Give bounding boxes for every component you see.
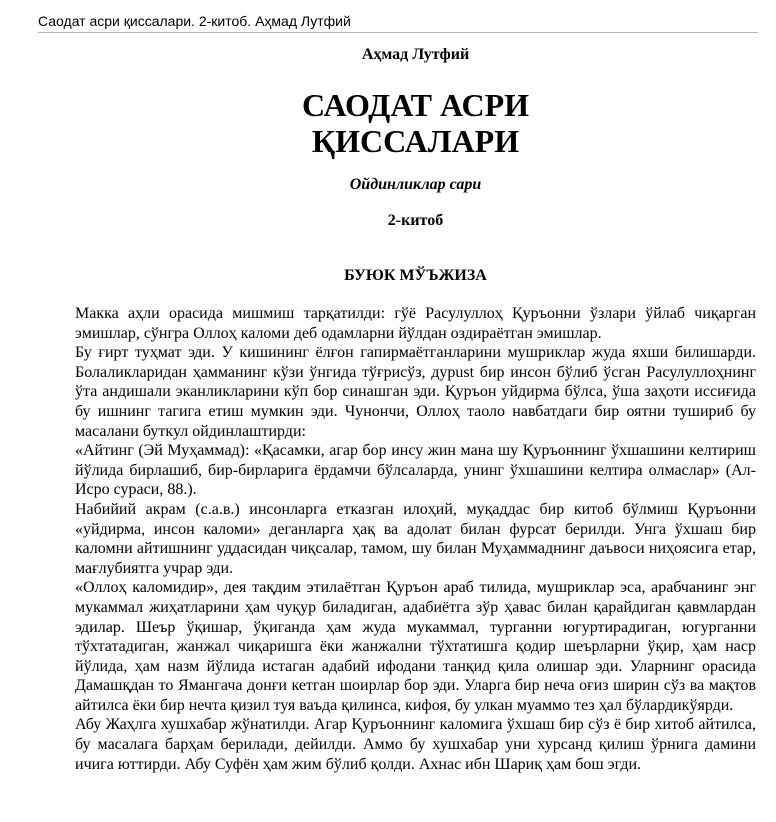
document-page — [75, 45, 756, 774]
book-title — [75, 87, 756, 159]
book-subtitle: Ойдинликлар сари — [349, 176, 482, 193]
paragraph: «Айтинг (Эй Муҳаммад): «Қасамки, агар бор инсу жин мана шу Қуръоннинг ўхшашини келтириш йўлида бирлашиб, бир-бирларига ёрдамчи бўлсаларда, унинг ўхшашини келтира олмаслар» (Ал-Исро сураси, 88.). — [75, 442, 756, 499]
chapter-title: БУЮК МЎЪЖИЗА — [344, 267, 487, 284]
volume-number: 2-китоб — [387, 212, 444, 229]
paragraph: Бу ғирт туҳмат эди. У кишининг ёлғон гапирмаётганларини мушриклар жуда яхши билишарди. Болаликларидан ҳамманинг кўзи ўнгида тўғрисўз, дурust бир инсон бўлиб ўсган Расулуллоҳнинг ўта андишали эканликларини кўп бор синашган эди. Қуръон уйдирма бўлса, ўша заҳоти иссиғида бу ишнинг тагига етиш мумкин эди. Чунончи, Оллоҳ таоло навбатдаги бир оятни тушириб бу масалани буткул ойдинлаштирди: — [75, 344, 756, 440]
paragraph: Макка аҳли орасида мишмиш тарқатилди: гўё Расулуллоҳ Қуръонни ўзлари ўйлаб чиқарган эмишлар, сўнгра Оллоҳ каломи деб одамларни йўлдан оздираётган эмишлар. — [75, 305, 756, 342]
chapter-body — [75, 304, 756, 774]
paragraph: Абу Жаҳлга хушхабар жўнатилди. Агар Қуръоннинг каломига ўхшаш бир сўз ё бир хитоб айтилса, бу масалага барҳам берилади, дейилди. Аммо бу хушхабар уни хурсанд қилиш ўрнига дамини ичига юттирди. Абу Суфён ҳам жим бўлиб қолди. Ахнас ибн Шариқ ҳам бош эгди. — [75, 716, 756, 773]
author-name: Аҳмад Лутфий — [361, 46, 470, 63]
running-header — [38, 12, 758, 33]
book-title-line-2: ҚИССАЛАРИ — [311, 123, 520, 159]
paragraph: Набийий акрам (с.а.в.) инсонларга етказган илоҳий, муқаддас бир китоб бўлмиш Қуръонни «уйдирма, инсон каломи» деганларга ҳақ ва адолат билан фурсат берилди. Унга ўхшаш бир каломни айтишнинг уддасидан чиқсалар, тамом, шу билан Муҳаммаднинг даъвоси ниҳоясига етар, мағлубиятга учрар эди. — [75, 500, 756, 577]
book-title-line-1: САОДАТ АСРИ — [301, 87, 530, 123]
paragraph: «Оллоҳ каломидир», дея тақдим этилаётган Қуръон араб тилида, мушриклар эса, арабчанинг энг мукаммал жиҳатларини ҳам чуқур биладиган, адабиётга зўр ҳавас билан қарайдиган қавмлардан эдилар. Шеър ўқишар, ўқиганда ҳам жуда мукаммал, турганни югуртирадиган, югурганни тўхтатадиган, жанжал чиқаришга ёки жанжални тўхтатишга қодир шеърларни ўқир, ҳам наср йўлида, ҳам назм йўлида истаган адабий ифодани танқид қила олишар эди. Уларнинг орасида Дамашқдан то Ямангача донғи кетган шоирлар бор эди. Уларга бир неча оғиз ширин сўз ва мақтов айтилса ёки бир нечта қизил туя ваъда қилинса, кифоя, бу улкан муаммо тез ҳал бўлардикўярди. — [75, 579, 756, 714]
running-header-title: Саодат асри қиссалари. 2-китоб. Аҳмад Лутфий — [38, 13, 351, 29]
